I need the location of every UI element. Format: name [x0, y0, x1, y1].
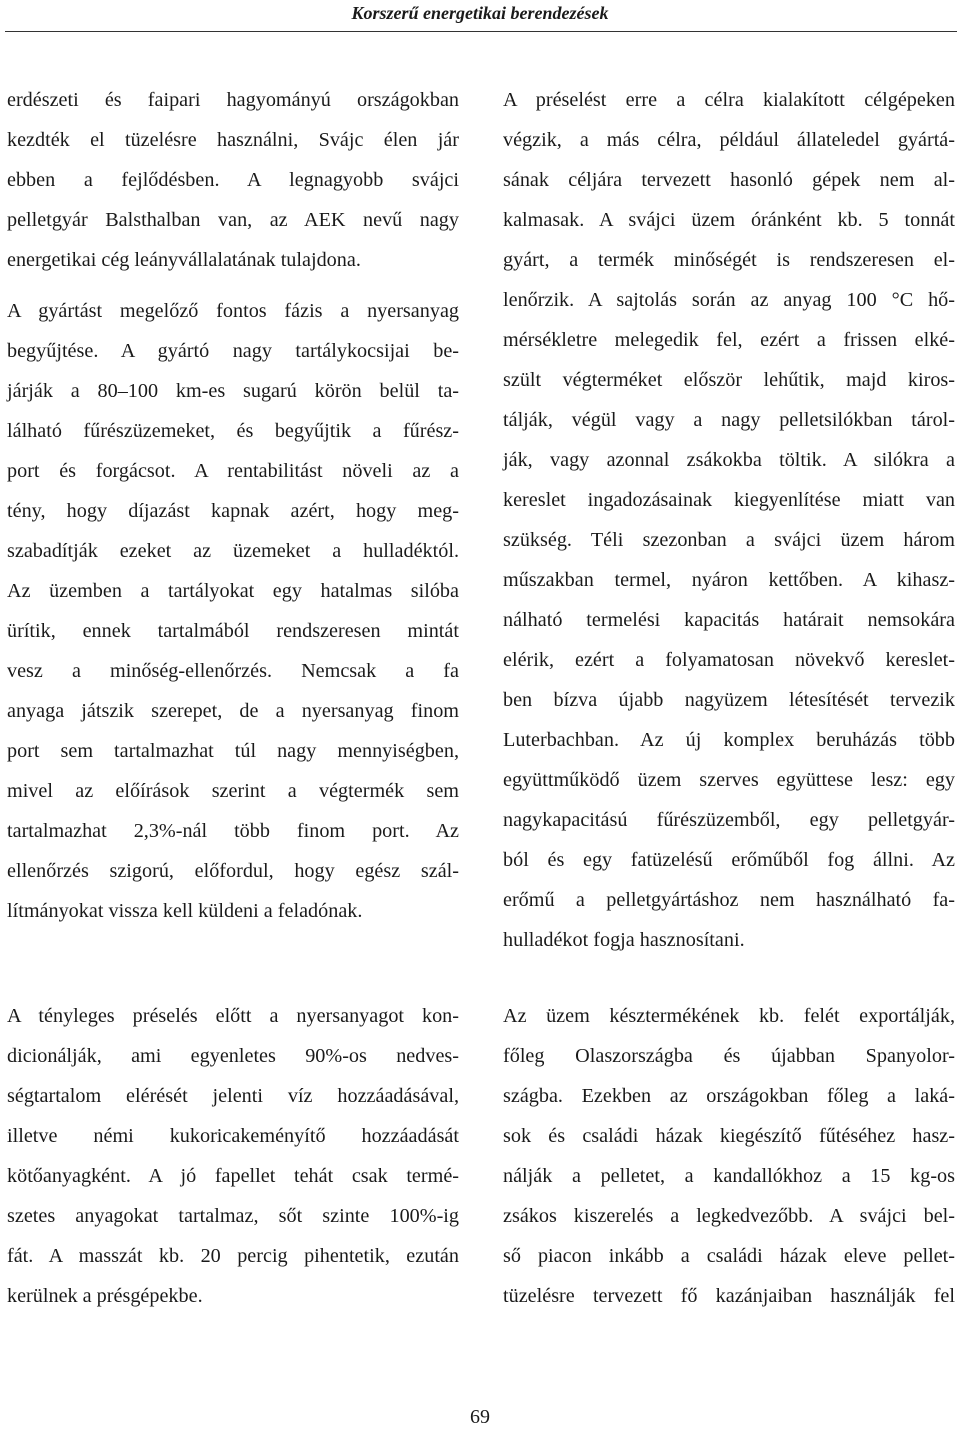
left-paragraph-3: [7, 996, 459, 1316]
text-line: nálják a pelletet, a kandallókhoz a 15 kg-os: [503, 1165, 955, 1187]
text-line: A gyártást megelőző fontos fázis a nyersanyag: [7, 300, 459, 322]
text-line: szükség. Téli szezonban a svájci üzem három: [503, 529, 955, 551]
text-line: anyaga játszik szerepet, de a nyersanyag finom: [7, 700, 459, 722]
text-line: illetve némi kukoricakeményítő hozzáadását: [7, 1125, 459, 1147]
text-line: vesz a minőség-ellenőrzés. Nemcsak a fa: [7, 660, 459, 682]
text-line: pelletgyár Balsthalban van, az AEK nevű nagy: [7, 209, 459, 231]
text-line: mérsékletre melegedik fel, ezért a frissen elké-: [503, 329, 955, 351]
text-line: ső piacon inkább a családi házak eleve pellet-: [503, 1245, 955, 1267]
text-line: Az üzemben a tartályokat egy hatalmas silóba: [7, 580, 459, 602]
text-line: sok és családi házak kiegészítő fűtéséhez hasz-: [503, 1125, 955, 1147]
text-line: gyárt, a termék minőségét is rendszeresen el-: [503, 249, 955, 271]
header-rule: [5, 31, 957, 32]
running-header: Korszerű energetikai berendezések: [351, 3, 609, 23]
text-line: szült végterméket először lehűtik, majd kiros-: [503, 369, 955, 391]
text-line: A préselést erre a célra kialakított célgépeken: [503, 89, 955, 111]
text-line: port sem tartalmazhat túl nagy mennyiségben,: [7, 740, 459, 762]
text-line: hulladékot fogja hasznosítani.: [503, 929, 745, 951]
text-line: szabadítják ezeket az üzemeket a hulladéktól.: [7, 540, 459, 562]
page-number: 69: [470, 1406, 490, 1428]
text-line: erdészeti és faipari hagyományú országokban: [7, 89, 459, 111]
text-line: ból és egy fatüzelésű erőműből fog állni. Az: [503, 849, 955, 871]
text-line: kezdték el tüzelésre használni, Svájc élen jár: [7, 129, 459, 151]
text-line: port és forgácsot. A rentabilitást növeli az a: [7, 460, 459, 482]
text-line: szetes anyagokat tartalmaz, sőt szinte 100%-ig: [7, 1205, 459, 1227]
text-line: erőmű a pelletgyártáshoz nem használható fa-: [503, 889, 955, 911]
text-line: együttműködő üzem szerves együttese lesz: egy: [503, 769, 955, 791]
text-line: kerülnek a présgépekbe.: [7, 1285, 203, 1307]
text-line: tény, hogy díjazást kapnak azért, hogy meg-: [7, 500, 459, 522]
text-line: kötőanyagként. A jó fapellet tehát csak termé-: [7, 1165, 459, 1187]
text-line: energetikai cég leányvállalatának tulajdona.: [7, 249, 361, 271]
text-line: tálják, végül vagy a nagy pelletsilókban tárol-: [503, 409, 955, 431]
left-paragraph-1: [7, 80, 459, 280]
text-line: lálható fűrészüzemeket, és begyűjtik a fűrész-: [7, 420, 459, 442]
text-line: ellenőrzés szigorú, előfordul, hogy egész szál-: [7, 860, 459, 882]
text-line: A tényleges préselés előtt a nyersanyagot kon-: [7, 1005, 459, 1027]
text-line: dicionálják, ami egyenletes 90%-os nedves-: [7, 1045, 459, 1067]
text-line: ürítik, ennek tartalmából rendszeresen mintát: [7, 620, 459, 642]
text-line: zsákos kiszerelés a legkedvezőbb. A svájci bel-: [503, 1205, 955, 1227]
text-line: mivel az előírások szerint a végtermék sem: [7, 780, 459, 802]
text-line: fát. A masszát kb. 20 percig pihentetik, ezután: [7, 1245, 459, 1267]
text-line: kalmasak. A svájci üzem óránként kb. 5 tonnát: [503, 209, 955, 231]
text-line: elérik, ezért a folyamatosan növekvő kereslet-: [503, 649, 955, 671]
text-line: ják, vagy azonnal zsákokba töltik. A silókra a: [503, 449, 955, 471]
text-line: lítmányokat vissza kell küldeni a feladónak.: [7, 900, 363, 922]
text-line: járják a 80–100 km-es sugarú körön belül ta-: [7, 380, 459, 402]
text-line: tüzelésre tervezett fő kazánjaiban használják fel: [503, 1285, 955, 1307]
text-line: nagykapacitású fűrészüzemből, egy pelletgyár-: [503, 809, 955, 831]
text-line: műszakban termel, nyáron kettőben. A kihasz-: [503, 569, 955, 591]
text-line: tartalmazhat 2,3%-nál több finom port. Az: [7, 820, 459, 842]
text-line: főleg Olaszországba és újabban Spanyolor-: [503, 1045, 955, 1067]
text-line: kereslet ingadozásainak kiegyenlítése miatt van: [503, 489, 955, 511]
text-line: végzik, a más célra, például állateledel gyártá-: [503, 129, 955, 151]
right-paragraph-1: [503, 80, 955, 960]
text-line: sának céljára tervezett hasonló gépek nem al-: [503, 169, 955, 191]
text-line: Az üzem késztermékének kb. felét exportálják,: [503, 1005, 955, 1027]
text-line: szágba. Ezekben az országokban főleg a laká-: [503, 1085, 955, 1107]
text-line: ebben a fejlődésben. A legnagyobb svájci: [7, 169, 459, 191]
text-line: begyűjtése. A gyártó nagy tartálykocsijai be-: [7, 340, 459, 362]
right-paragraph-2: [503, 996, 955, 1316]
text-line: nálható termelési kapacitás határait nemsokára: [503, 609, 955, 631]
text-line: ben bízva újabb nagyüzem létesítését tervezik: [503, 689, 955, 711]
text-line: lenőrzik. A sajtolás során az anyag 100 °C hő-: [503, 289, 955, 311]
left-paragraph-2: [7, 291, 459, 931]
text-line: ségtartalom elérését jelenti víz hozzáadásával,: [7, 1085, 459, 1107]
text-line: Luterbachban. Az új komplex beruházás több: [503, 729, 955, 751]
